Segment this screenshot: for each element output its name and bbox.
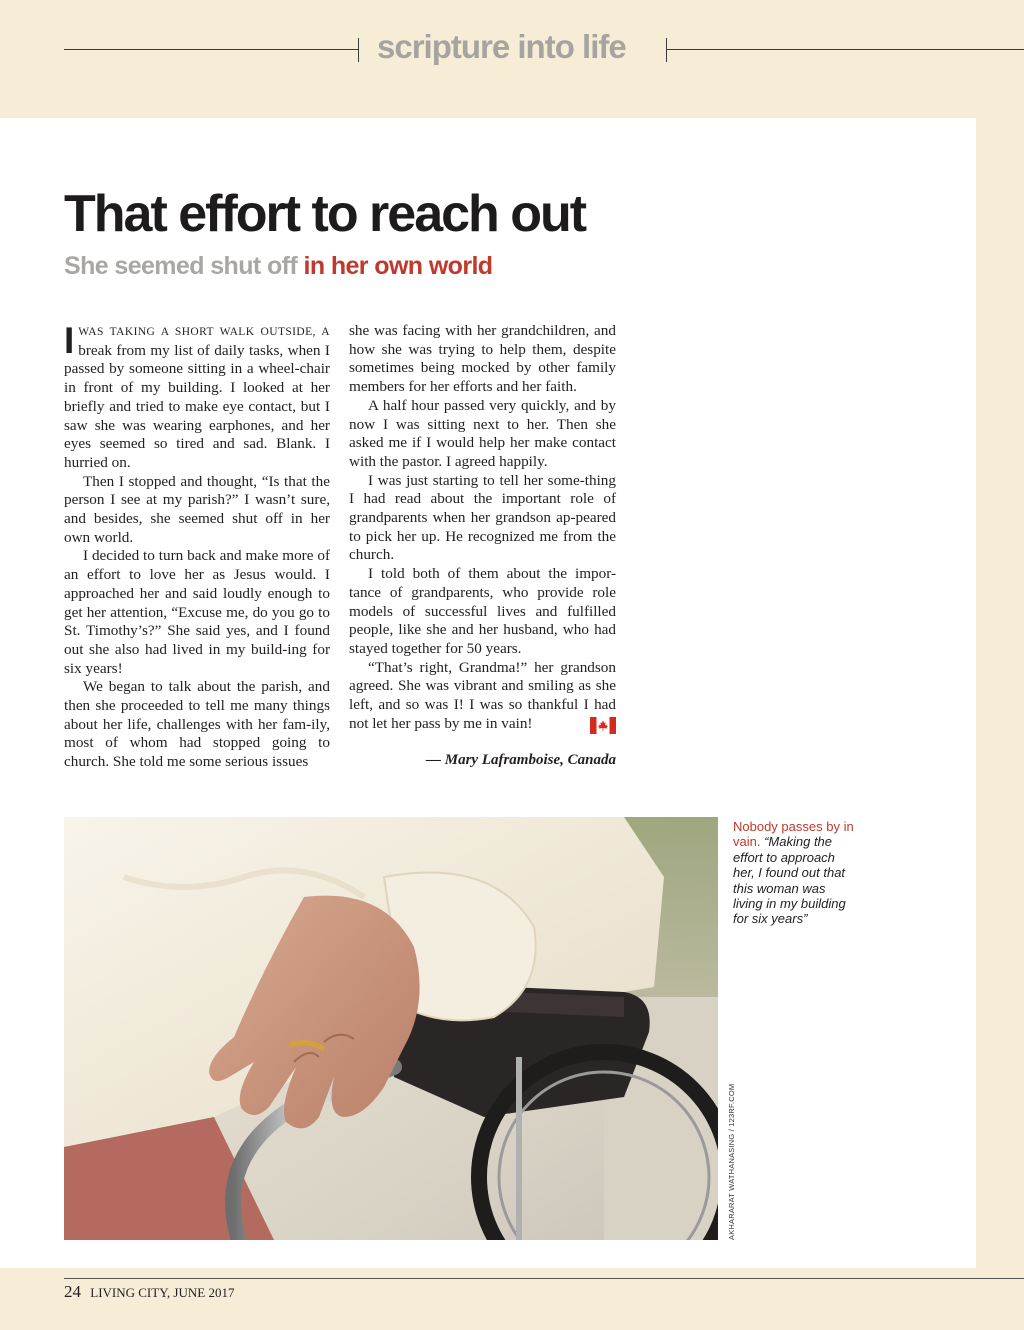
caption-quote: “Making the effort to approach her, I found out that this woman was living in my building for six years” <box>733 834 846 927</box>
photo-credit: AKHARARAT WATHANASING / 123RF.COM <box>727 1083 736 1240</box>
header-rule-tick-left <box>358 38 359 62</box>
lead-paragraph <box>64 322 330 473</box>
subhead-grey: She seemed shut off <box>64 252 298 280</box>
publication-line: LIVING CITY, JUNE 2017 <box>90 1285 235 1300</box>
header-rule-tick-right <box>666 38 667 62</box>
drop-cap: I <box>64 320 75 361</box>
paragraph-5: A half hour passed very quickly, and by now I was sitting next to her. Then she asked me if I would help her make contact with the pastor. I agreed happily. <box>349 396 616 470</box>
paragraph-8 <box>349 659 616 734</box>
paragraph-6: I was just starting to tell her some-thing I had read about the important role of grandparents when her grandson ap-peared to pick her up. He recognized me from the church. <box>349 471 616 564</box>
photo-caption <box>733 819 858 927</box>
subhead-red: in her own world <box>303 252 493 280</box>
byline: — Mary Laframboise, Canada <box>425 752 616 768</box>
article-subhead <box>64 252 492 281</box>
paragraph-3: I decided to turn back and make more of an effort to love her as Jesus would. I approached her and said loudly enough to get her attention, “Excuse me, do you go to St. Timothy’s?” She said yes, and I found out she also had lived in my build-ing for six years! <box>64 547 330 677</box>
wheelchair-photo <box>64 817 718 1240</box>
footer-rule <box>64 1278 1024 1279</box>
paragraph-2: Then I stopped and thought, “Is that the person I see at my parish?” I wasn’t sure, and besides, she seemed shut off in her own world. <box>64 472 330 546</box>
page-number: 24 <box>64 1282 81 1301</box>
article-column-1 <box>64 322 330 772</box>
caption-lead: Nobody passes by in vain. <box>733 819 854 850</box>
header-rule-right <box>666 49 1024 50</box>
header-rule-left <box>64 49 358 50</box>
paragraph-4-continued: she was facing with her grandchildren, and how she was trying to help them, despite sometimes being mocked by other family members for her efforts and her faith. <box>349 322 616 396</box>
paragraph-7: I told both of them about the impor-tance of grandparents, who provide role models of successful lives and fulfilled people, like she and her husband, who had stayed together for 50 years. <box>349 565 616 657</box>
lead-text: break from my list of daily tasks, when I passed by someone sitting in a wheel-chair in front of my building. I looked at her briefly and tried to make eye contact, but I saw she was wearing earphones, and her eyes seemed so tired and sad. Blank. I hurried on. <box>64 341 330 471</box>
article-headline: That effort to reach out <box>64 185 586 243</box>
article-column-2 <box>349 322 616 734</box>
paragraph-8-text: “That’s right, Grandma!” her grandson agreed. She was vibrant and smiling as she left, and so was I! I was so thankful I had not let her pass by me in vain! <box>349 658 616 732</box>
section-header <box>0 0 1024 118</box>
page-footer <box>64 1282 234 1302</box>
paragraph-4: We began to talk about the parish, and then she proceeded to tell me many things about her life, challenges with her fam-ily, most of whom had stopped going to church. She told me some serious issues <box>64 678 330 771</box>
wheelchair-hand-image <box>64 817 718 1240</box>
canada-flag-icon <box>590 717 616 734</box>
lead-smallcaps: WAS TAKING A SHORT WALK OUTSIDE, A <box>78 326 330 338</box>
section-title: scripture into life <box>377 28 626 65</box>
